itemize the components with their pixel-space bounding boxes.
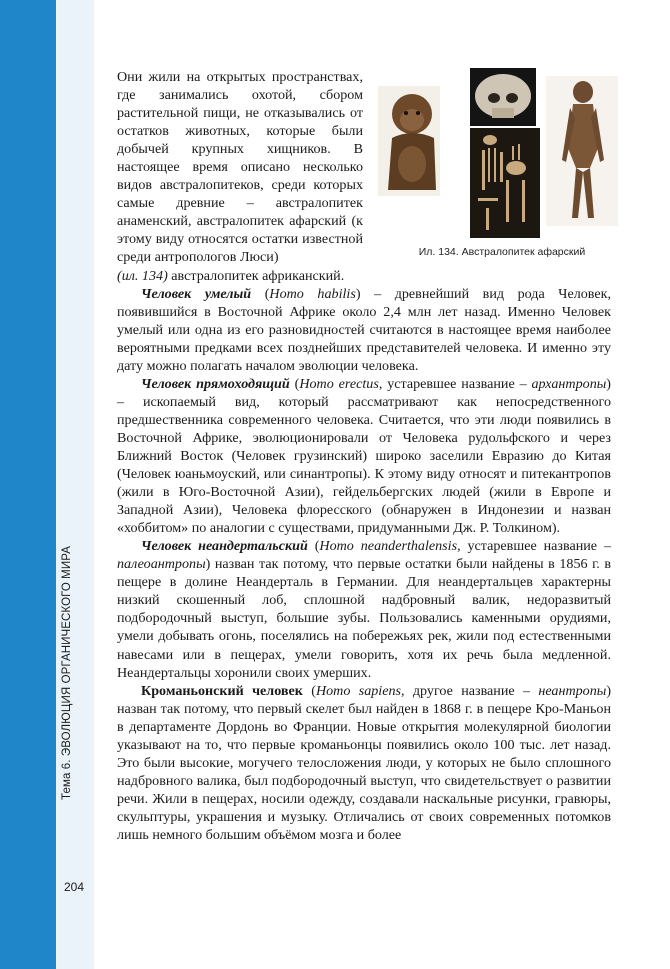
mid-neanderthal: , устаревшее название – (457, 538, 611, 555)
term-neanderthal: Человек неандертальский (141, 538, 308, 555)
mid-erectus: , устаревшее название – (378, 375, 532, 392)
intro-tail-text: австралопитек африканский. (167, 267, 345, 284)
oldname-neanderthal: палеоантропы (117, 556, 206, 573)
oldname-cromagnon: неантропы (538, 682, 607, 699)
page-number: 204 (64, 880, 85, 894)
latin-habilis: Homo habilis (269, 285, 356, 302)
text-erectus: ) – ископаемый вид, который рассматривают как непосредственного предшественника современного человека. Считается, что эти люди появились в Восточной Африке, эволюционировали от Человека рудольфского и через Ближний Восток (Человек грузинский) широко заселили Евразию до Китая (Человек юаньмоуский, или синантропы). К этому виду относят и питекантропов (жили в Юго-Восточной Азии), гейдельбергских людей (жили в Европе и Западной Азии), Человека флоресского (обнаружен в Индонезии и назван «хоббитом» по аналогии с существами, придуманными Дж. Р. Толкином). (117, 375, 611, 537)
body-text (117, 68, 611, 844)
intro-tail (117, 267, 611, 285)
paragraph-erectus: Человек прямоходящий (Homo erectus, устаревшее название – архантропы) – ископаемый вид, который рассматривают как непосредственного предшественника современного человека. Считается, что эти люди появились в Восточной Африке, эволюционировали от Человека рудольфского и через Ближний Восток (Человек грузинский) широко заселили Евразию до Китая (Человек юаньмоуский, или синантропы). К этому виду относят и питекантропов (жили в Юго-Восточной Азии), гейдельбергских людей (жили в Европе и Западной Азии), Человека флоресского (обнаружен в Индонезии и назван «хоббитом» по аналогии с существами, придуманными Дж. Р. Толкином). (117, 375, 611, 537)
text-habilis: – древнейший вид рода Человек, появившийся в Восточной Африке около 2,4 млн лет назад. Именно Человек умелый или одна из его разновидностей считаются в настоящее время наиболее вероятными предками всех позднейших представителей человека. И именно эту дату можно полагать началом эволюции человека. (117, 285, 611, 374)
term-erectus: Человек прямоходящий (141, 375, 290, 392)
latin-erectus: Homo erectus (299, 375, 379, 392)
margin-color-strip (0, 0, 56, 969)
oldname-erectus: архантропы (531, 375, 607, 392)
text-neanderthal: ) назван так потому, что первые остатки были найдены в 1856 г. в пещере в долине Неандерталь в Германии. Для неандертальцев характерны низкий скошенный лоб, сплошной надбровный валик, недоразвитый подбородочный выступ, большие зубы. Пользовались каменными орудиями, умели добывать огонь, поселялись на побережьях рек, жили под естественными навесами или в пещерах, умели говорить, хотя их речь была медленной. Неандертальцы хоронили своих умерших. (117, 556, 611, 681)
paragraph-neanderthal: Человек неандертальский (Homo neanderthalensis, устаревшее название – палеоантропы) назван так потому, что первые остатки были найдены в 1856 г. в пещере в долине Неандерталь в Германии. Для неандертальцев характерны низкий скошенный лоб, сплошной надбровный валик, недоразвитый подбородочный выступ, большие зубы. Пользовались каменными орудиями, умели добывать огонь, поселялись на побережьях рек, жили под естественными навесами или в пещерах, умели говорить, хотя их речь была медленной. Неандертальцы хоронили своих умерших. (117, 538, 611, 681)
intro-text: Они жили на открытых пространствах, где занимались охотой, сбором растительной пищи, не отказывались от остатков животных, которые были добычей крупных хищников. В настоящее время описано несколько видов австралопитеков, среди которых самые древние – австралопитек анаменский, австралопитек афарский (к этому виду относятся остатки известной среди антропологов Люси) (117, 69, 363, 266)
figure-reference: (ил. 134) (117, 267, 168, 284)
paragraph-habilis: Человек умелый (Homo habilis) – древнейший вид рода Человек, появившийся в Восточной Африке около 2,4 млн лет назад. Именно Человек умелый или одна из его разновидностей считаются в настоящее время наиболее вероятными предками всех позднейших представителей человека. И именно эту дату можно полагать началом эволюции человека. (117, 285, 611, 374)
running-head: Тема 6. ЭВОЛЮЦИЯ ОРГАНИЧЕСКОГО МИРА (61, 546, 73, 800)
term-cromagnon: Кроманьонский человек (141, 682, 303, 699)
latin-neanderthal: Homo neanderthalensis (319, 538, 458, 555)
mid-cromagnon: , другое название – (401, 682, 539, 699)
text-cromagnon: ) назван так потому, что первый скелет был найден в 1868 г. в пещере Кро-Маньон в департаменте Дордонь во Франции. Новые открытия молекулярной биологии указывают на то, что первые кроманьонцы появились около 100 тыс. лет назад. Это были высокие, могучего телосложения люди, у которых не было сплошного надбровного валика, был подбородочный выступ, что свидетельствует о развитии речи. Жили в пещерах, носили одежду, создавали наскальные рисунки, гравюры, скульптуры, украшения и музыку. Отличались от своих современных потомков лишь немного большим объёмом мозга и более (117, 682, 612, 843)
term-habilis: Человек умелый (141, 285, 252, 302)
intro-paragraph (117, 68, 363, 267)
paragraph-cromagnon: Кроманьонский человек (Homo sapiens, другое название – неантропы) назван так потому, что первый скелет был найден в 1868 г. в пещере Кро-Маньон в департаменте Дордонь во Франции. Новые открытия молекулярной биологии указывают на то, что первые кроманьонцы появились около 100 тыс. лет назад. Это были высокие, могучего телосложения люди, у которых не было сплошного надбровного валика, был подбородочный выступ, что свидетельствует о развитии речи. Жили в пещерах, носили одежду, создавали наскальные рисунки, гравюры, скульптуры, украшения и музыку. Отличались от своих современных потомков лишь немного большим объёмом мозга и более (117, 682, 612, 843)
latin-cromagnon: Homo sapiens (315, 682, 402, 699)
figure-caption: Ил. 134. Австралопитек афарский (418, 246, 586, 258)
margin-light-strip (56, 0, 94, 969)
